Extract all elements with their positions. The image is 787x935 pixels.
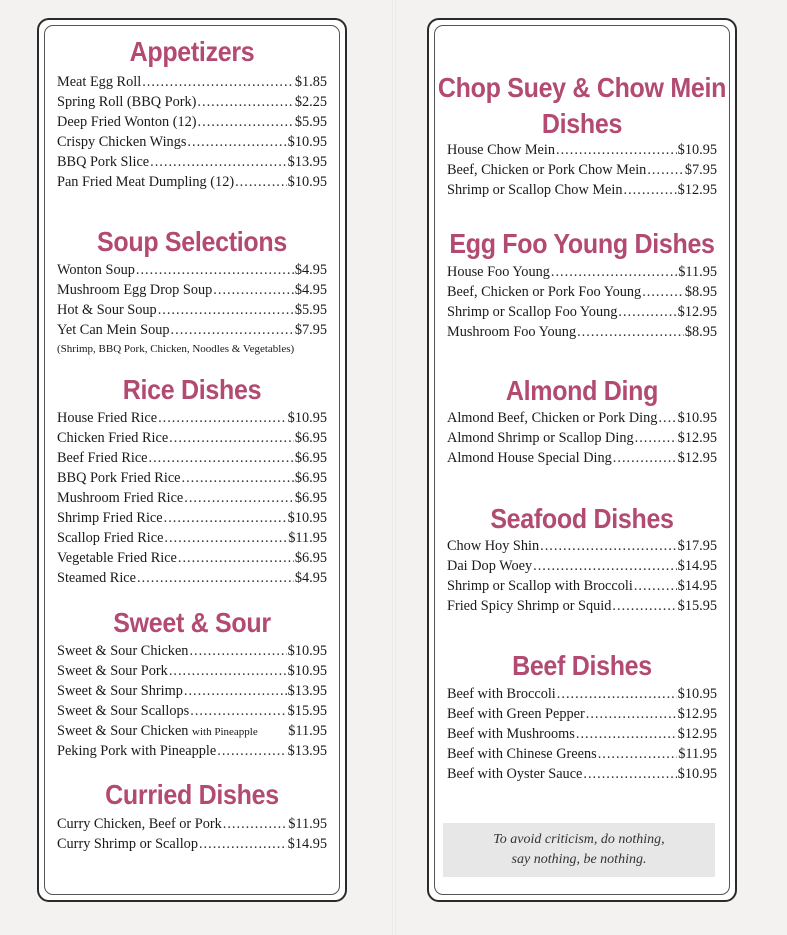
- menu-item: Mushroom Egg Drop Soup ..... $4.95: [57, 280, 327, 300]
- quote-line: say nothing, be nothing.: [511, 852, 647, 867]
- menu-item: Fried Spicy Shrimp or Squid ..... $15.95: [447, 596, 717, 616]
- appetizers-list: [57, 72, 327, 192]
- menu-item: Curry Shrimp or Scallop ..... $14.95: [57, 834, 327, 854]
- section-heading-seafood: Seafood Dishes: [490, 503, 674, 535]
- menu-item: Yet Can Mein Soup ..... $7.95: [57, 320, 327, 340]
- menu-item: Chow Hoy Shin ..... $17.95: [447, 536, 717, 556]
- section-heading-egg-foo-young: Egg Foo Young Dishes: [449, 228, 715, 260]
- sweet-sour-list: [57, 641, 327, 761]
- menu-item: Mushroom Foo Young ..... $8.95: [447, 322, 717, 342]
- menu-item: Meat Egg Roll ..... $1.85: [57, 72, 327, 92]
- menu-item: Almond Beef, Chicken or Pork Ding ..... $10.95: [447, 408, 717, 428]
- quote-line: To avoid criticism, do nothing,: [493, 832, 665, 847]
- menu-item: Sweet & Sour Scallops ..... $15.95: [57, 701, 327, 721]
- menu-item: Beef with Mushrooms ..... $12.95: [447, 724, 717, 744]
- menu-item: Mushroom Fried Rice ..... $6.95: [57, 488, 327, 508]
- section-heading-soup: Soup Selections: [97, 226, 287, 258]
- menu-item: Dai Dop Woey ..... $14.95: [447, 556, 717, 576]
- menu-item: Almond Shrimp or Scallop Ding ..... $12.95: [447, 428, 717, 448]
- menu-item: Vegetable Fried Rice ..... $6.95: [57, 548, 327, 568]
- soup-list: [57, 260, 327, 358]
- menu-item: House Fried Rice ..... $10.95: [57, 408, 327, 428]
- menu-item: Shrimp or Scallop Foo Young ..... $12.95: [447, 302, 717, 322]
- menu-item: Steamed Rice ..... $4.95: [57, 568, 327, 588]
- beef-list: [447, 684, 717, 784]
- section-heading-appetizers: Appetizers: [129, 36, 255, 68]
- menu-item: House Foo Young ..... $11.95: [447, 262, 717, 282]
- menu-item: BBQ Pork Slice ..... $13.95: [57, 152, 327, 172]
- menu-item: Scallop Fried Rice ..... $11.95: [57, 528, 327, 548]
- menu-item: Hot & Sour Soup ..... $5.95: [57, 300, 327, 320]
- menu-item: Sweet & Sour Chicken ..... $10.95: [57, 641, 327, 661]
- page-fold: [392, 0, 396, 935]
- menu-item: Beef Fried Rice ..... $6.95: [57, 448, 327, 468]
- menu-item: Shrimp or Scallop with Broccoli ..... $14.95: [447, 576, 717, 596]
- almond-ding-list: [447, 408, 717, 468]
- menu-item: Beef with Broccoli ..... $10.95: [447, 684, 717, 704]
- section-heading-almond-ding: Almond Ding: [505, 375, 659, 407]
- section-heading-beef: Beef Dishes: [512, 650, 652, 682]
- menu-item: Almond House Special Ding ..... $12.95: [447, 448, 717, 468]
- section-heading-sweet-sour: Sweet & Sour: [113, 607, 271, 639]
- menu-item: Beef with Oyster Sauce ..... $10.95: [447, 764, 717, 784]
- menu-item: Beef with Chinese Greens ..... $11.95: [447, 744, 717, 764]
- menu-item: Spring Roll (BBQ Pork) ..... $2.25: [57, 92, 327, 112]
- menu-panel-left: [37, 18, 347, 902]
- menu-item: Sweet & Sour Chicken with Pineapple $11.95: [57, 723, 327, 739]
- menu-panel-right: [427, 18, 737, 902]
- menu-item: BBQ Pork Fried Rice ..... $6.95: [57, 468, 327, 488]
- section-heading-chop-suey: Chop Suey & Chow Mein: [437, 72, 727, 104]
- menu-item: Beef, Chicken or Pork Chow Mein ..... $7.95: [447, 160, 717, 180]
- chow-mein-list: [447, 140, 717, 200]
- section-heading-rice: Rice Dishes: [122, 374, 262, 406]
- quote-box: [443, 823, 715, 877]
- curried-list: [57, 814, 327, 854]
- menu-item: Wonton Soup ..... $4.95: [57, 260, 327, 280]
- menu-item: Crispy Chicken Wings ..... $10.95: [57, 132, 327, 152]
- egg-foo-young-list: [447, 262, 717, 342]
- menu-item: Chicken Fried Rice ..... $6.95: [57, 428, 327, 448]
- menu-item: Pan Fried Meat Dumpling (12) ..... $10.95: [57, 172, 327, 192]
- menu-item: Peking Pork with Pineapple ..... $13.95: [57, 741, 327, 761]
- menu-item: House Chow Mein ..... $10.95: [447, 140, 717, 160]
- section-heading-curried: Curried Dishes: [105, 779, 279, 811]
- menu-item: Sweet & Sour Shrimp ..... $13.95: [57, 681, 327, 701]
- rice-list: [57, 408, 327, 588]
- menu-item: Sweet & Sour Pork ..... $10.95: [57, 661, 327, 681]
- menu-item: Beef with Green Pepper ..... $12.95: [447, 704, 717, 724]
- menu-item: Shrimp or Scallop Chow Mein ..... $12.95: [447, 180, 717, 200]
- menu-item: Beef, Chicken or Pork Foo Young ..... $8.95: [447, 282, 717, 302]
- seafood-list: [447, 536, 717, 616]
- soup-note: (Shrimp, BBQ Pork, Chicken, Noodles & Vegetables): [57, 343, 295, 355]
- menu-item: Curry Chicken, Beef or Pork ..... $11.95: [57, 814, 327, 834]
- menu-item: Shrimp Fried Rice ..... $10.95: [57, 508, 327, 528]
- menu-item: Deep Fried Wonton (12) ..... $5.95: [57, 112, 327, 132]
- section-heading-chop-suey-line2: Dishes: [541, 108, 623, 140]
